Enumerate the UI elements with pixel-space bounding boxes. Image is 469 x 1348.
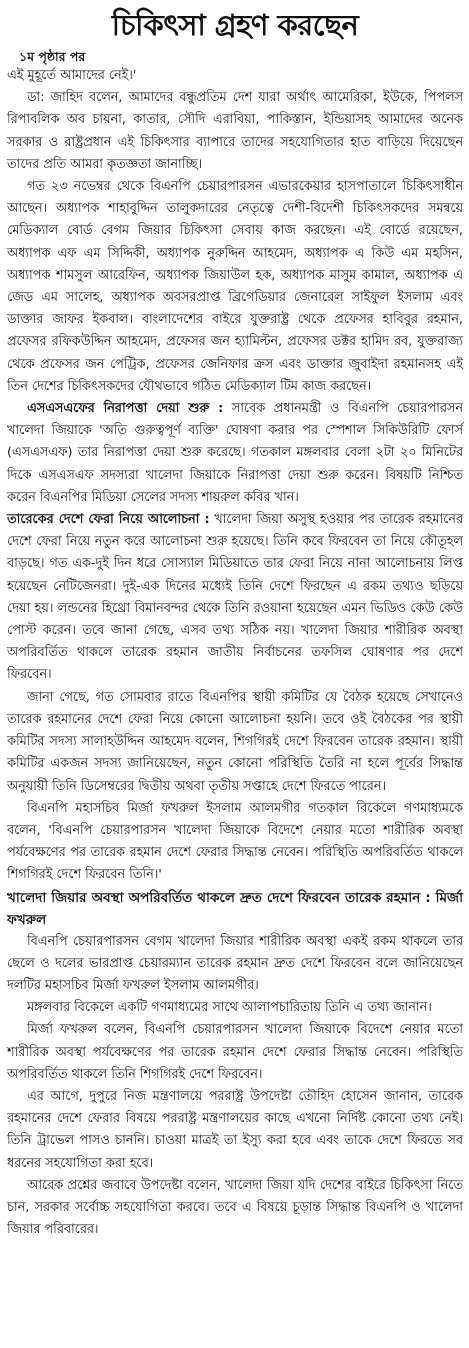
- section-heading: খালেদা জিয়ার অবস্থা অপরিবর্তিত থাকলে দ্রুত দেশে ফিরবেন তারেক রহমান : মির্জা ফখরুল: [7, 889, 463, 928]
- paragraph: এই মুহূর্তে আমাদের নেই।': [7, 68, 137, 83]
- paragraph: মঙ্গলবার বিকেলে একটি গণমাধ্যমের সাথে আলাপচারিতায় তিনি এ তথ্য জানান।: [27, 1000, 432, 1016]
- subheading: এসএসএফের নিরাপত্তা দেয়া শুরু :: [27, 401, 224, 417]
- paragraph: ডা: জাহিদ বলেন, আমাদের বন্ধুপ্রতিম দেশ যারা অর্থাৎ আমেরিকা, ইউকে, পিপলস রিপাবলিক অব চায়না, কাতার, সৌদি এরাবিয়া, পাকিস্তান, ইন্ডিয়াসহ আমাদের অনেক সরকার ও রাষ্ট্রপ্রধান এই চিকিৎসার ব্যাপারে তাদের সহযোগিতার হাত বাড়িয়ে দিয়েছেন তাদের প্রতি আমরা কৃতজ্ঞতা জানাচ্ছি।: [7, 90, 463, 172]
- headline: চিকিৎসা গ্রহণ করছেন: [111, 8, 359, 42]
- subheading: তারেকের দেশে ফেরা নিয়ে আলোচনা :: [7, 512, 210, 528]
- paragraph: আরেক প্রশ্নের জবাবে উপদেষ্টা বলেন, খালেদা জিয়া যদি দেশের বাইরে চিকিৎসা নিতে চান, সরকার সর্বোচ্চ সহযোগিতা করবে। তবে এ বিষয়ে চূড়ান্ত সিদ্ধান্ত বিএনপি ও খালেদা জিয়ার পরিবারের।: [7, 1177, 463, 1238]
- paragraph: এর আগে, দুপুরে নিজ মন্ত্রণালয়ে পররাষ্ট্র উপদেষ্টা তৌহিদ হোসেন জানান, তারেক রহমানের দেশে ফেরার বিষয়ে পররাষ্ট্র মন্ত্রণালয়ের কাছে এখনো নির্দিষ্ট কোনো তথ্য নেই। তিনি ট্রাভেল পাসও চাননি। চাওয়া মাত্রই তা ইস্যু করা হবে এবং তাকে দেশে ফিরতে সব ধরনের সহযোগিতা করা হবে।: [7, 1088, 463, 1171]
- paragraph: বিএনপি চেয়ারপারসন বেগম খালেদা জিয়ার শারীরিক অবস্থা একই রকম থাকলে তার ছেলে ও দলের ভারপ্রাপ্ত চেয়ারম্যান তারেক রহমান দ্রুত দেশে ফিরবেন বলে জানিয়েছেন দলটির মহাসচিব মির্জা ফখরুল ইসলাম আলমগীর।: [7, 933, 463, 993]
- paragraph: বিএনপি মহাসচিব মির্জা ফখরুল ইসলাম আলমগীর গতকাল বিকেলে গণমাধ্যমকে বলেন, 'বিএনপি চেয়ারপারসন খালেদা জিয়াকে বিদেশে নেয়ার মতো শারীরিক অবস্থা পর্যবেক্ষণের পর তারেক রহমান দেশে ফেরার সিদ্ধান্ত নেবেন। পরিস্থিতি অপরিবর্তিত থাকলে শিগগিরই দেশে ফিরবেন তিনি।': [7, 800, 463, 883]
- paragraph: [7, 398, 463, 509]
- paragraph-text: সাবেক প্রধানমন্ত্রী ও বিএনপি চেয়ারপারসন খালেদা জিয়াকে 'অতি গুরুত্বপূর্ণ ব্যক্তি' ঘোষণা করার পর স্পেশাল সিকিউরিটি ফোর্স (এসএসএফ) তার নিরাপত্তা দেয়া শুরু করেছে। গতকাল মঙ্গলবার বেলা ২টা ২০ মিনিটের দিকে এসএসএফ সদস্যরা খালেদা জিয়াকে নিরাপত্তা দেয়া শুরু করেন। বিষয়টি নিশ্চিত করেন বিএনপির মিডিয়া সেলের সদস্য শায়রুল কবির খান।: [7, 401, 463, 505]
- paragraph: মির্জা ফখরুল বলেন, বিএনপি চেয়ারপারসন খালেদা জিয়াকে বিদেশে নেয়ার মতো শারীরিক অবস্থা পর্যবেক্ষণের পর তারেক রহমান দেশে ফেরার সিদ্ধান্ত নেবেন। পরিস্থিতি অপরিবর্তিত থাকলে তিনি শিগগিরই দেশে ফিরবেন।: [7, 1022, 463, 1082]
- paragraph: জানা গেছে, গত সোমবার রাতে বিএনপির স্থায়ী কমিটির যে বৈঠক হয়েছে সেখানেও তারেক রহমানের দেশে ফেরা নিয়ে কোনো আলোচনা হয়নি। তবে ওই বৈঠকের পর স্থায়ী কমিটির সদস্য সালাহউদ্দিন আহমেদ বলেন, শিগগিরই দেশে ফিরবেন তারেক রহমান। স্থায়ী কমিটির একজন সদস্য জানিয়েছেন, নতুন কোনো পরিস্থিতি তৈরি না হলে পূর্বের সিদ্ধান্ত অনুযায়ী তিনি ডিসেম্বরের দ্বিতীয় অথবা তৃতীয় সপ্তাহে দেশে ফিরতে পারেন।: [7, 689, 463, 794]
- paragraph-text: খালেদা জিয়া অসুস্থ হওয়ার পর তারেক রহমানের দেশে ফেরা নিয়ে নতুন করে আলোচনা শুরু হয়েছে। তিনি কবে ফিরবেন তা নিয়ে কৌতূহল বাড়ছে। গত এক-দুই দিন ধরে সোস্যাল মিডিয়াতে তার ফেরা নিয়ে নানা আলোচনায় লিপ্ত হয়েছেন নেটিজেনরা। দুই-এক দিনের মধ্যেই তিনি দেশে ফিরছেন এ রকম তথ্যও ছড়িয়ে দেয়া হয়। লন্ডনের হিথ্রো বিমানবন্দর থেকে তিনি রওয়ানা হয়েছেন এমন ভিডিও কেউ কেউ পোস্ট করেন। তবে জানা গেছে, এসব তথ্য সঠিক নয়। খালেদা জিয়ার শারীরিক অবস্থা অপরিবর্তিত থাকলে তারেক রহমান জাতীয় নির্বাচনের তফসিল ঘোষণার পর দেশে ফিরবেন।: [7, 512, 463, 683]
- paragraph: [7, 509, 463, 687]
- paragraph: গত ২৩ নভেম্বর থেকে বিএনপি চেয়ারপারসন এভারকেয়ার হাসপাতালে চিকিৎসাধীন আছেন। অধ্যাপক শাহাবুদ্দিন তালুকদারের নেতৃত্বে দেশী-বিদেশী চিকিৎসকদের সমন্বয়ে মেডিক্যাল বোর্ড বেগম জিয়ার চিকিৎসা সেবায় কাজ করছেন। এই বোর্ডে রয়েছেন, অধ্যাপক এফ এম সিদ্দিকী, অধ্যাপক নুরুদ্দিন আহমেদ, অধ্যাপক এ কিউ এম মহসিন, অধ্যাপক শামসুল আরেফিন, অধ্যাপক জিয়াউল হক, অধ্যাপক মাসুম কামাল, অধ্যাপক এ জেড এম সালেহ, অধ্যাপক অবসরপ্রাপ্ত ব্রিগেডিয়ার জেনারেল সাইফুল ইসলাম এবং ডাক্তার জাফর ইকবাল। বাংলাদেশের বাইরে যুক্তরাষ্ট্র থেকে প্রফেসর হাবিবুর রহমান, প্রফেসর রফিকউদ্দিন আহমেদ, প্রফেসর জন হ্যামিল্টন, প্রফেসর ডক্টর হামিদ রব, যুক্তরাজ্য থেকে প্রফেসর জন পেট্রিক, প্রফেসর জেনিফার ক্রস এবং ডাক্তার জুবাইদা রহমানসহ এই তিন দেশের চিকিৎসকদের যৌথভাবে গঠিত মেডিক্যাল টিম কাজ করছেন।: [7, 179, 463, 394]
- continued-from-label: ১ম পৃষ্ঠার পর: [19, 49, 86, 64]
